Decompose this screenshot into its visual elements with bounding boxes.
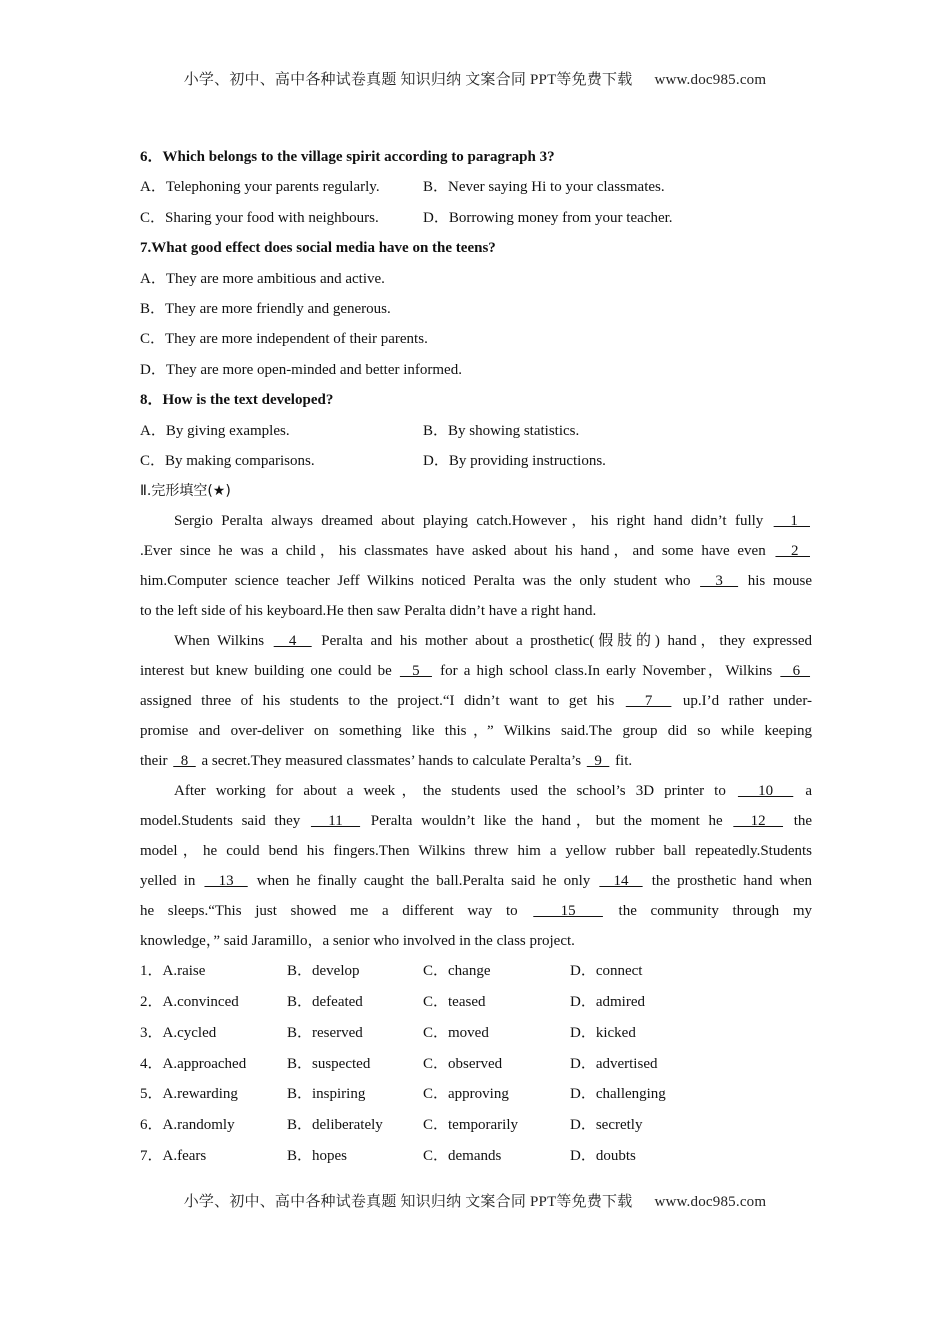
cloze-option-row bbox=[140, 1141, 812, 1172]
text: a bbox=[795, 783, 813, 800]
blank-3: 3 bbox=[700, 573, 739, 590]
option: B．By showing statistics. bbox=[423, 422, 580, 439]
header-text: 小学、初中、高中各种试卷真题 知识归纳 文案合同 PPT等免费下载 bbox=[183, 72, 633, 88]
blank-11: 11 bbox=[310, 813, 361, 830]
cloze-option: C．approving bbox=[423, 1086, 509, 1103]
cloze-option: D．challenging bbox=[570, 1086, 666, 1103]
blank-10: 10 bbox=[737, 783, 794, 800]
text: his mouse bbox=[740, 573, 813, 590]
passage-line bbox=[140, 686, 812, 716]
text: model.Students said they bbox=[140, 813, 309, 830]
passage-line: knowledge，” said Jaramillo，a senior who involved in the class project. bbox=[140, 933, 575, 950]
page-header bbox=[0, 68, 950, 89]
cloze-option: 3．A.cycled bbox=[140, 1024, 217, 1041]
option-row bbox=[140, 416, 812, 446]
passage-line bbox=[140, 806, 812, 836]
text: when he finally caught the ball.Peralta said he only bbox=[249, 873, 598, 890]
cloze-option: C．teased bbox=[423, 994, 486, 1011]
cloze-option-row bbox=[140, 1110, 812, 1141]
cloze-option: 4．A.approached bbox=[140, 1055, 247, 1072]
section-title bbox=[140, 476, 812, 506]
cloze-option: C．change bbox=[423, 963, 491, 980]
option: B．They are more friendly and generous. bbox=[140, 300, 391, 317]
text: for a high school class.In early November，Wilkins bbox=[433, 663, 779, 680]
text: the community through my bbox=[604, 903, 813, 920]
cloze-option: 7．A.fears bbox=[140, 1148, 207, 1165]
passage-line bbox=[140, 896, 812, 926]
question-stem: 7.What good effect does social media have on the teens? bbox=[140, 240, 496, 257]
passage-line bbox=[140, 776, 812, 806]
blank-13: 13 bbox=[204, 873, 248, 890]
passage-line bbox=[140, 866, 812, 896]
cloze-option-row bbox=[140, 1049, 812, 1080]
option: D．Borrowing money from your teacher. bbox=[423, 209, 673, 226]
header-url[interactable]: www.doc985.com bbox=[654, 72, 767, 88]
option: A．By giving examples. bbox=[140, 422, 290, 439]
text: up.I’d rather under- bbox=[673, 693, 813, 710]
cloze-option: D．admired bbox=[570, 994, 645, 1011]
cloze-option: D．connect bbox=[570, 963, 643, 980]
passage-line bbox=[140, 506, 812, 536]
passage-paragraph-3 bbox=[140, 776, 812, 956]
page-footer bbox=[0, 1190, 950, 1211]
blank-5: 5 bbox=[399, 663, 432, 680]
cloze-option: D．kicked bbox=[570, 1024, 636, 1041]
text: he sleeps.“This just showed me a different way to bbox=[140, 903, 532, 920]
blank-9: 9 bbox=[586, 753, 610, 770]
blank-4: 4 bbox=[273, 633, 312, 650]
cloze-option: 2．A.convinced bbox=[140, 994, 239, 1011]
text: their bbox=[140, 753, 172, 770]
text: Sergio Peralta always dreamed about playing catch.However，his right hand didn’t fully bbox=[174, 513, 772, 530]
blank-8: 8 bbox=[173, 753, 196, 770]
cloze-option: C．observed bbox=[423, 1055, 503, 1072]
passage-line bbox=[140, 746, 812, 776]
footer-text: 小学、初中、高中各种试卷真题 知识归纳 文案合同 PPT等免费下载 bbox=[183, 1194, 633, 1210]
cloze-option: C．moved bbox=[423, 1024, 489, 1041]
cloze-option: 6．A.randomly bbox=[140, 1117, 235, 1134]
cloze-option: B．defeated bbox=[287, 994, 363, 1011]
passage-line: promise and over-deliver on something like this，” Wilkins said.The group did so while keeping bbox=[140, 723, 812, 740]
cloze-option: 1．A.raise bbox=[140, 963, 206, 980]
blank-6: 6 bbox=[780, 663, 811, 680]
option: C．By making comparisons. bbox=[140, 452, 315, 469]
cloze-option: B．suspected bbox=[287, 1055, 371, 1072]
cloze-option: D．advertised bbox=[570, 1055, 658, 1072]
cloze-option: B．deliberately bbox=[287, 1117, 383, 1134]
option: D．They are more open-minded and better informed. bbox=[140, 361, 462, 378]
blank-12: 12 bbox=[733, 813, 784, 830]
blank-15: 15 bbox=[533, 903, 603, 920]
document-body bbox=[140, 142, 812, 1172]
text: After working for about a week，the students used the school’s 3D printer to bbox=[174, 783, 736, 800]
cloze-option: B．reserved bbox=[287, 1024, 363, 1041]
cloze-option: B．develop bbox=[287, 963, 360, 980]
cloze-option: 5．A.rewarding bbox=[140, 1086, 238, 1103]
text: the bbox=[785, 813, 813, 830]
passage-paragraph-2 bbox=[140, 626, 812, 776]
text: assigned three of his students to the project.“I didn’t want to get his bbox=[140, 693, 624, 710]
passage-paragraph-1 bbox=[140, 506, 812, 626]
cloze-option-row bbox=[140, 956, 812, 987]
blank-1: 1 bbox=[773, 513, 810, 530]
option: D．By providing instructions. bbox=[423, 452, 606, 469]
text: Peralta wouldn’t like the hand，but the moment he bbox=[362, 813, 732, 830]
option: C．They are more independent of their parents. bbox=[140, 331, 428, 348]
passage-line bbox=[140, 566, 812, 596]
passage-line: to the left side of his keyboard.He then saw Peralta didn’t have a right hand. bbox=[140, 603, 597, 620]
cloze-option-row bbox=[140, 1079, 812, 1110]
cloze-option: C．temporarily bbox=[423, 1117, 518, 1134]
text: fit. bbox=[611, 753, 633, 770]
text: When Wilkins bbox=[174, 633, 272, 650]
blank-14: 14 bbox=[599, 873, 643, 890]
cloze-option: B．inspiring bbox=[287, 1086, 366, 1103]
option-row bbox=[140, 446, 812, 476]
text: interest but knew building one could be bbox=[140, 663, 398, 680]
option-row bbox=[140, 172, 812, 202]
passage-line bbox=[140, 626, 812, 656]
text: yelled in bbox=[140, 873, 203, 890]
option: B．Never saying Hi to your classmates. bbox=[423, 179, 665, 196]
footer-url[interactable]: www.doc985.com bbox=[654, 1194, 767, 1210]
cloze-option-row bbox=[140, 1018, 812, 1049]
text: him.Computer science teacher Jeff Wilkins noticed Peralta was the only student who bbox=[140, 573, 699, 590]
section-title-text: Ⅱ.完形填空(★) bbox=[140, 483, 231, 500]
option-row bbox=[140, 203, 812, 233]
option: A．Telephoning your parents regularly. bbox=[140, 179, 380, 196]
blank-2: 2 bbox=[775, 543, 810, 560]
passage-line bbox=[140, 536, 812, 566]
option: A．They are more ambitious and active. bbox=[140, 270, 385, 287]
passage-line: model，he could bend his fingers.Then Wilkins threw him a yellow rubber ball repeatedly.Students bbox=[140, 843, 812, 860]
cloze-options bbox=[140, 956, 812, 1172]
cloze-option: D．doubts bbox=[570, 1148, 636, 1165]
cloze-option: C．demands bbox=[423, 1148, 502, 1165]
text: the prosthetic hand when bbox=[644, 873, 813, 890]
blank-7: 7 bbox=[625, 693, 672, 710]
question-stem: 6．Which belongs to the village spirit according to paragraph 3? bbox=[140, 149, 555, 165]
cloze-option: B．hopes bbox=[287, 1148, 348, 1165]
option: C．Sharing your food with neighbours. bbox=[140, 209, 379, 226]
passage-line bbox=[140, 656, 812, 686]
text: Peralta and his mother about a prosthetic(假肢的) hand，they expressed bbox=[313, 633, 813, 650]
question-stem: 8．How is the text developed? bbox=[140, 392, 334, 409]
text: a secret.They measured classmates’ hands to calculate Peralta’s bbox=[197, 753, 585, 770]
cloze-option-row bbox=[140, 987, 812, 1018]
text: .Ever since he was a child，his classmates have asked about his hand，and some have even bbox=[140, 543, 774, 560]
cloze-option: D．secretly bbox=[570, 1117, 643, 1134]
